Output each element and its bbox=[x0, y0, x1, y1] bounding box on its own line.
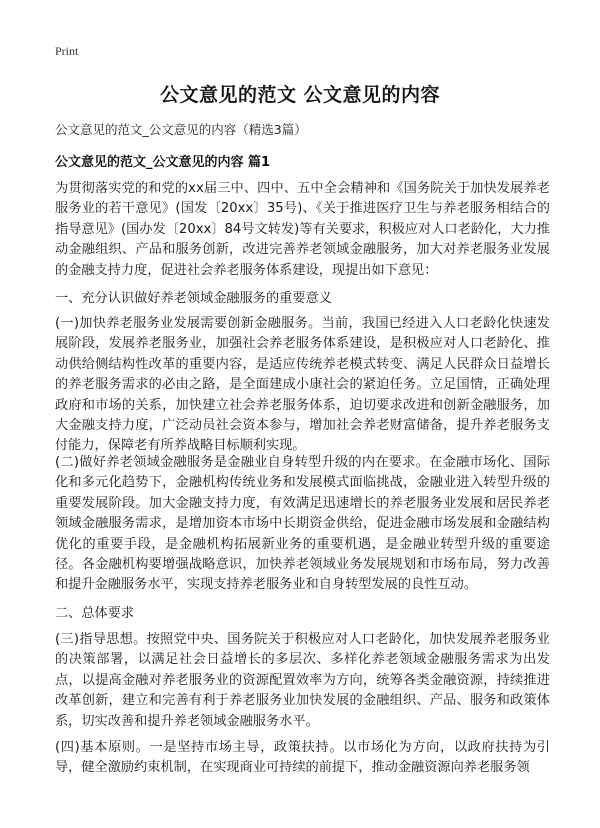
page-title: 公文意见的范文 公文意见的内容 bbox=[159, 84, 441, 106]
paragraph-four: (四)基本原则。一是坚持市场主导，政策扶持。以市场化为方向，以政府扶持为引导，健全激励约束机制，在实现商业可持续的前提下，推动金融资源向养老服务领 bbox=[55, 740, 550, 776]
section-heading: 公文意见的范文_公文意见的内容 篇1 bbox=[55, 155, 271, 170]
paragraph-one-a: (一)加快养老服务业发展需要创新金融服务。当前，我国已经进入人口老龄化快速发展阶段，发展养老服务业，加强社会养老服务体系建设，是积极应对人口老龄化、推动供给侧结构性改革的重要内容，是适应传统养老模式转变、满足人民群众日益增长的养老服务需求的必由之路，是全面建成小康社会的紧迫任务。立足国情，正确处理政府和市场的关系，加快建立社会养老服务体系，迫切要求改进和创新金融服务，加大金融支持力度，广泛动员社会资本参与，增加社会养老财富储备，提升养老服务支付能力，保障老有所养战略目标顺利实现。 bbox=[55, 316, 550, 454]
document-subtitle: 公文意见的范文_公文意见的内容（精选3篇） bbox=[55, 122, 307, 137]
heading-one: 一、充分认识做好养老领域金融服务的重要意义 bbox=[55, 291, 332, 306]
paragraph-three: (三)指导思想。按照党中央、国务院关于积极应对人口老龄化，加快发展养老服务业的决策部署，以满足社会日益增长的多层次、多样化养老领域金融服务需求为出发点，以提高金融对养老服务业的资源配置效率为方向，统筹各类金融资源，持续推进改革创新，建立和完善有利于养老服务业加快发展的金融组织、产品、服务和政策体系，切实改善和提升养老领域金融服务水平。 bbox=[55, 632, 550, 729]
paragraph-one-b: (二)做好养老领域金融服务是金融业自身转型升级的内在要求。在金融市场化、国际化和多元化趋势下，金融机构传统业务和发展模式面临挑战，金融业进入转型升级的重要发展阶段。加大金融支持力度，有效满足迅速增长的养老服务业发展和居民养老领域金融服务需求，是增加资本市场中长期资金供给，促进金融市场发展和金融结构优化的重要手段，是金融机构拓展新业务的重要机遇，是金融业转型升级的重要途径。各金融机构要增强战略意识，加快养老领域业务发展规划和市场布局，努力改善和提升金融服务水平，实现支持养老服务业和自身转型发展的良性互动。 bbox=[55, 455, 550, 593]
print-link[interactable]: Print bbox=[55, 44, 79, 58]
heading-two: 二、总体要求 bbox=[55, 606, 135, 621]
intro-paragraph: 为贯彻落实党的和党的xx届三中、四中、五中全会精神和《国务院关于加快发展养老服务业的若干意见》(国发〔20xx〕35号)、《关于推进医疗卫生与养老服务相结合的指导意见》(国办发〔20xx〕84号文转发)等有关要求，积极应对人口老龄化，大力推动金融组织、产品和服务创新，改进完善养老领域金融服务，加大对养老服务业发展的金融支持力度，促进社会养老服务体系建设，现提出如下意见： bbox=[55, 181, 550, 278]
